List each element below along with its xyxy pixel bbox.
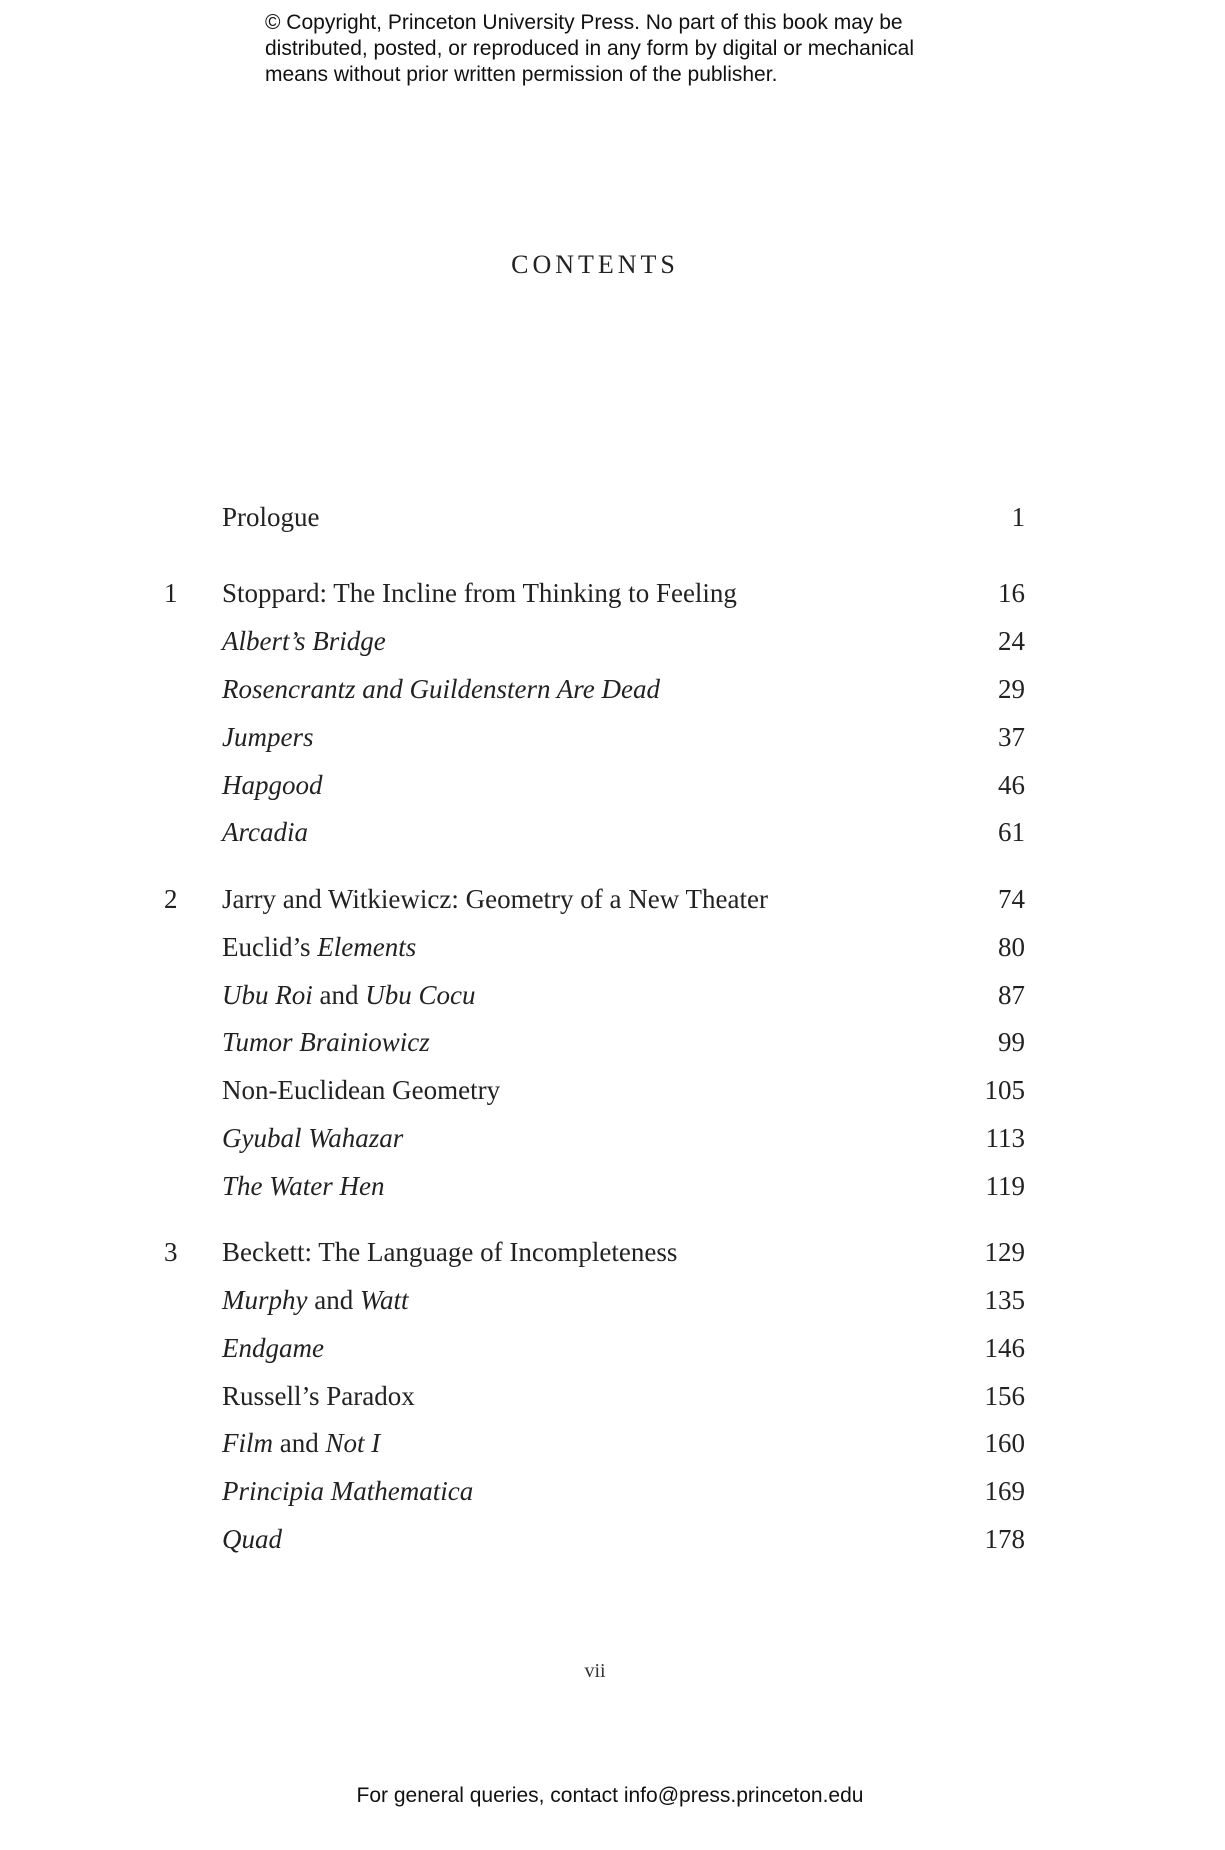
page-title: CONTENTS — [511, 250, 679, 279]
toc-section — [0, 1428, 1225, 1462]
section-title: Principia Mathematica — [222, 1476, 474, 1506]
section-title — [222, 980, 475, 1011]
section-page: 160 — [984, 1428, 1025, 1458]
section-page: 113 — [985, 1123, 1025, 1153]
toc-chapter-1 — [0, 578, 1225, 612]
section-title: Jumpers — [222, 722, 314, 752]
toc-section — [0, 1171, 1225, 1205]
chapter-title: Jarry and Witkiewicz: Geometry of a New Theater — [222, 884, 768, 914]
section-title: Russell’s Paradox — [222, 1381, 415, 1411]
section-title — [222, 932, 416, 963]
section-title: Rosencrantz and Guildenstern Are Dead — [222, 674, 660, 704]
section-title-part: Film — [222, 1428, 273, 1458]
toc-section — [0, 1123, 1225, 1157]
section-page: 24 — [998, 626, 1025, 656]
section-title: Gyubal Wahazar — [222, 1123, 404, 1153]
copyright-line: means without prior written permission of the publisher. — [265, 63, 778, 86]
toc-section — [0, 1476, 1225, 1510]
copyright-line: distributed, posted, or reproduced in any form by digital or mechanical — [265, 37, 915, 60]
section-title-part: Euclid’s — [222, 932, 318, 962]
copyright-notice — [265, 10, 1025, 88]
section-page: 105 — [984, 1075, 1025, 1105]
section-title: Albert’s Bridge — [222, 626, 386, 656]
section-title-part: Murphy — [222, 1285, 308, 1315]
chapter-title: Stoppard: The Incline from Thinking to Feeling — [222, 578, 737, 608]
page-number: vii — [584, 1660, 606, 1682]
section-page: 61 — [998, 817, 1025, 847]
chapter-title: Beckett: The Language of Incompleteness — [222, 1237, 678, 1267]
chapter-number: 3 — [164, 1237, 178, 1267]
section-title: Hapgood — [222, 770, 323, 800]
toc-section — [0, 817, 1225, 851]
toc-section — [0, 1524, 1225, 1558]
toc-section — [0, 626, 1225, 660]
toc-section — [0, 1381, 1225, 1415]
section-page: 80 — [998, 932, 1025, 962]
chapter-page: 16 — [998, 578, 1025, 608]
section-title — [222, 1428, 380, 1459]
section-title: Quad — [222, 1524, 282, 1554]
toc-section — [0, 770, 1225, 804]
toc-section — [0, 980, 1225, 1014]
toc-chapter-2 — [0, 884, 1225, 918]
section-page: 146 — [984, 1333, 1025, 1363]
chapter-number: 2 — [164, 884, 178, 914]
footer-contact: For general queries, contact info@press.princeton.edu — [356, 1784, 864, 1807]
section-title: Arcadia — [222, 817, 308, 847]
section-page: 119 — [985, 1171, 1025, 1201]
section-page: 37 — [998, 722, 1025, 752]
toc-section — [0, 722, 1225, 756]
section-page: 46 — [998, 770, 1025, 800]
section-page: 99 — [998, 1027, 1025, 1057]
section-page: 156 — [984, 1381, 1025, 1411]
chapter-number: 1 — [164, 578, 178, 608]
section-title — [222, 1285, 408, 1316]
section-title-part: Watt — [359, 1285, 409, 1315]
section-title-part: Ubu Roi — [222, 980, 313, 1010]
section-title: The Water Hen — [222, 1171, 385, 1201]
section-title: Tumor Brainiowicz — [222, 1027, 430, 1057]
toc-section — [0, 674, 1225, 708]
toc-entry-page: 1 — [1011, 502, 1025, 532]
section-page: 135 — [984, 1285, 1025, 1315]
section-title-part: Not I — [325, 1428, 381, 1458]
toc-entry-label: Prologue — [222, 502, 320, 532]
toc-section — [0, 1027, 1225, 1061]
section-title-part: and — [273, 1428, 326, 1458]
section-title-part: and — [307, 1285, 360, 1315]
chapter-page: 129 — [984, 1237, 1025, 1267]
toc-section — [0, 932, 1225, 966]
section-page: 178 — [984, 1524, 1025, 1554]
section-title-part: and — [312, 980, 366, 1010]
section-page: 87 — [998, 980, 1025, 1010]
section-title: Endgame — [222, 1333, 324, 1363]
section-title-part: Elements — [317, 932, 417, 962]
toc-section — [0, 1285, 1225, 1319]
section-page: 29 — [998, 674, 1025, 704]
section-title: Non-Euclidean Geometry — [222, 1075, 501, 1105]
section-page: 169 — [984, 1476, 1025, 1506]
copyright-line: © Copyright, Princeton University Press. No part of this book may be — [265, 11, 903, 34]
chapter-page: 74 — [998, 884, 1025, 914]
toc-entry-prologue — [0, 502, 1225, 536]
toc-chapter-3 — [0, 1237, 1225, 1271]
toc-section — [0, 1333, 1225, 1367]
toc-section — [0, 1075, 1225, 1109]
section-title-part: Ubu Cocu — [365, 980, 476, 1010]
